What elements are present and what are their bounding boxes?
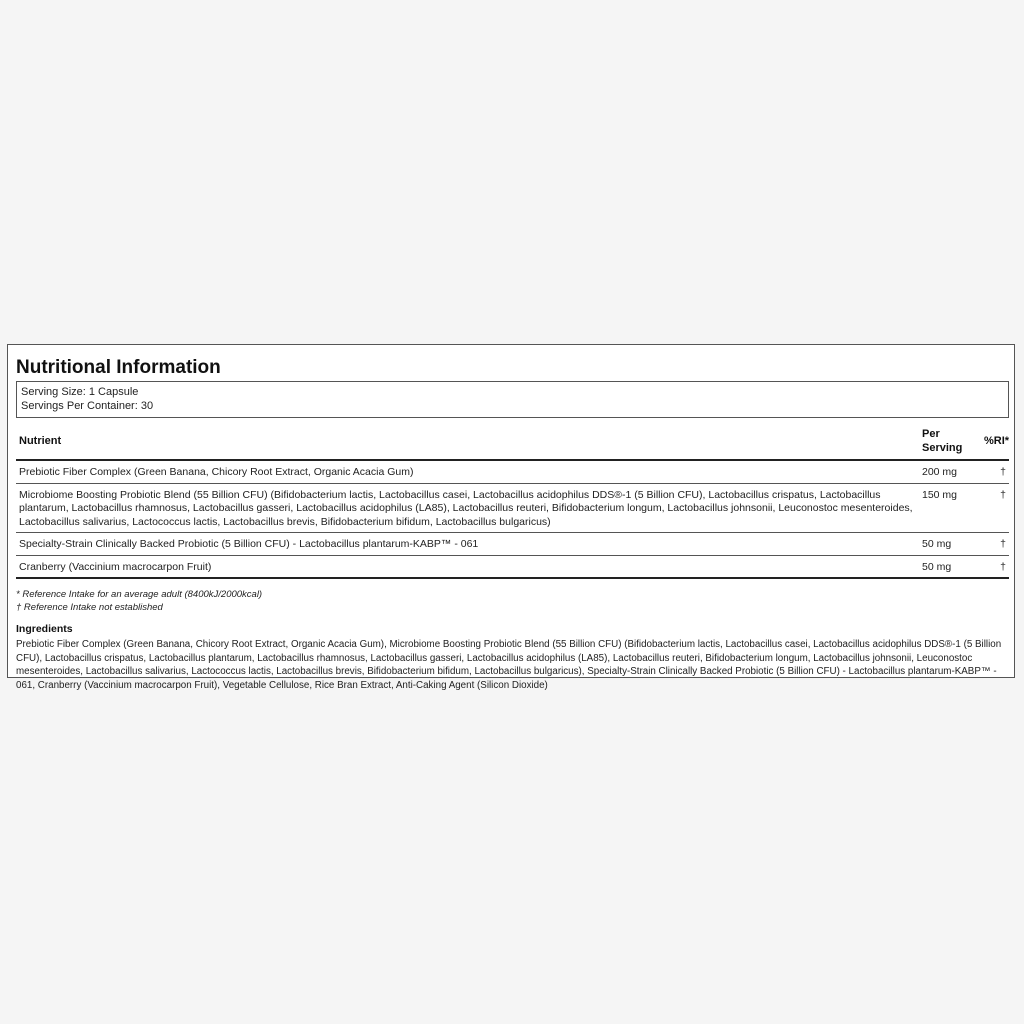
serving-size: Serving Size: 1 Capsule xyxy=(21,386,139,398)
nutrient-name: Cranberry (Vaccinium macrocarpon Fruit) xyxy=(16,555,919,578)
ingredients-title: Ingredients xyxy=(16,623,73,635)
footnotes xyxy=(16,588,1007,614)
header-per-serving: Per Serving xyxy=(919,425,981,460)
table-row xyxy=(16,483,1009,533)
ri-footnote: * Reference Intake for an average adult (8400kJ/2000kcal) xyxy=(16,589,263,600)
header-nutrient: Nutrient xyxy=(16,425,919,460)
nutrient-amount: 50 mg xyxy=(919,555,981,578)
nutrient-table xyxy=(16,425,1009,579)
panel-title: Nutritional Information xyxy=(16,357,221,378)
ingredients-text: Prebiotic Fiber Complex (Green Banana, Chicory Root Extract, Organic Acacia Gum), Microbiome Boosting Probiotic Blend (55 Billion CFU) (Bifidobacterium lactis, Lactobacillus casei, Lactobacillus acidophilus DDS®-1 (5 Billion CFU), Lactobacillus crispatus, Lactobacillus plantarum, Lactobacillus rhamnosus, Lactobacillus gasseri, Lactobacillus acidophilus (LA85), Lactobacillus reuteri, Bifidobacterium longum, Lactobacillus johnsonii, Leuconostoc mesenteroides, Lactobacillus salivarius, Lactococcus lactis, Lactobacillus brevis, Bifidobacterium bifidum, Lactobacillus bulgaricus), Specialty-Strain Clinically Backed Probiotic (5 Billion CFU) - Lactobacillus plantarum-KABP™ - 061, Cranberry (Vaccinium macrocarpon Fruit), Vegetable Cellulose, Rice Bran Extract, Anti-Caking Agent (Silicon Dioxide) xyxy=(16,639,1002,691)
nutrition-panel xyxy=(7,344,1015,691)
nutrient-ri: † xyxy=(981,555,1009,578)
nutrient-amount: 200 mg xyxy=(919,460,981,483)
nutrient-ri: † xyxy=(981,533,1009,556)
nutrient-amount: 150 mg xyxy=(919,483,981,533)
table-row xyxy=(16,460,1009,483)
nutrient-name: Specialty-Strain Clinically Backed Probiotic (5 Billion CFU) - Lactobacillus plantarum-KABP™ - 061 xyxy=(16,533,919,556)
header-ri: %RI* xyxy=(981,425,1009,460)
table-header-row xyxy=(16,425,1009,460)
servings-per-container: Servings Per Container: 30 xyxy=(21,400,154,412)
nutrient-name: Prebiotic Fiber Complex (Green Banana, Chicory Root Extract, Organic Acacia Gum) xyxy=(16,460,919,483)
nutrient-name: Microbiome Boosting Probiotic Blend (55 Billion CFU) (Bifidobacterium lactis, Lactobacillus casei, Lactobacillus acidophilus DDS®-1 (5 Billion CFU), Lactobacillus crispatus, Lactobacillus plantarum, Lactobacillus rhamnosus, Lactobacillus gasseri, Lactobacillus acidophilus (LA85), Lactobacillus reuteri, Bifidobacterium longum, Lactobacillus johnsonii, Leuconostoc mesenteroides, Lactobacillus salivarius, Lactococcus lactis, Lactobacillus brevis, Bifidobacterium bifidum, Lactobacillus bulgaricus) xyxy=(16,483,919,533)
dagger-footnote: † Reference Intake not established xyxy=(16,602,163,613)
table-row xyxy=(16,555,1009,578)
nutrient-ri: † xyxy=(981,483,1009,533)
nutrient-ri: † xyxy=(981,460,1009,483)
nutrient-amount: 50 mg xyxy=(919,533,981,556)
serving-info-box xyxy=(16,381,1009,418)
table-row xyxy=(16,533,1009,556)
